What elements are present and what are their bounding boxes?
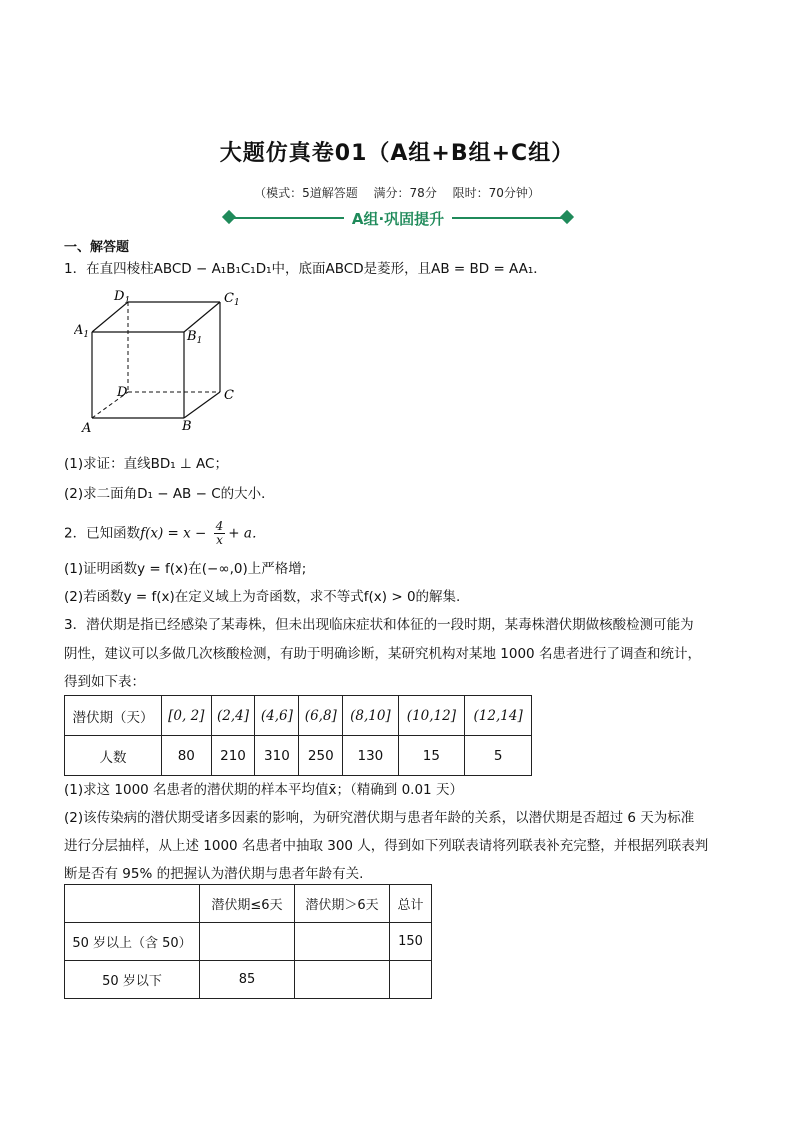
- count-cell: 15: [398, 736, 465, 776]
- table-header-cell: 潜伏期≤6天: [200, 885, 295, 923]
- label-C1: $C_1$: [224, 291, 240, 308]
- q1-part1: (1)求证：直线BD₁ ⊥ AC；: [64, 456, 228, 472]
- count-cell: 210: [211, 736, 255, 776]
- table-row-label: 50 岁以上（含 50）: [65, 923, 200, 961]
- interval-cell: (6,8]: [299, 696, 343, 736]
- label-D1: $D_1$: [114, 289, 131, 306]
- label-B1: $B_1$: [187, 329, 203, 346]
- label-A: A: [82, 421, 92, 436]
- contingency-table: [64, 884, 432, 999]
- count-cell: 80: [162, 736, 212, 776]
- table-cell: 85: [200, 961, 295, 999]
- q3-part1: (1)求这 1000 名患者的潜伏期的样本平均值x̄；（精确到 0.01 天）: [64, 782, 463, 798]
- q2-statement: [64, 520, 265, 547]
- count-cell: 250: [299, 736, 343, 776]
- q2-func-rhs: + a．: [228, 525, 266, 542]
- q2-part2: (2)若函数y = f(x)在定义域上为奇函数，求不等式f(x) > 0的解集.: [64, 589, 461, 605]
- q1-part2: (2)求二面角D₁ − AB − C的大小．: [64, 486, 275, 502]
- q2-part1: (1)证明函数y = f(x)在(−∞,0)上严格增;: [64, 561, 307, 577]
- incubation-frequency-table: [64, 695, 532, 776]
- q1-statement: 1．在直四棱柱ABCD − A₁B₁C₁D₁中，底面ABCD是菱形，且AB = BD = AA₁．: [64, 261, 547, 277]
- table-header-cell: 潜伏期＞6天: [295, 885, 390, 923]
- table-row: [65, 923, 432, 961]
- interval-cell: (12,14]: [465, 696, 532, 736]
- group-banner: [222, 208, 574, 228]
- table-cell: [295, 961, 390, 999]
- table-cell: 150: [390, 923, 432, 961]
- interval-cell: (8,10]: [343, 696, 398, 736]
- table-row-label: 人数: [65, 736, 162, 776]
- interval-cell: (2,4]: [211, 696, 255, 736]
- count-cell: 5: [465, 736, 532, 776]
- group-label: A组·巩固提升: [351, 210, 445, 228]
- table-cell: [390, 961, 432, 999]
- table-header-cell: 潜伏期（天）: [65, 696, 162, 736]
- q2-fraction: [214, 520, 226, 547]
- label-D: D: [117, 385, 128, 400]
- table-cell: [295, 923, 390, 961]
- label-C: C: [224, 388, 234, 403]
- q2-func-lhs: f(x) = x −: [140, 525, 207, 542]
- q3-line2: 阴性，建议可以多做几次核酸检测，有助于明确诊断，某研究机构对某地 1000 名患者进行了调查和统计，: [64, 646, 701, 662]
- q3-part2-line1: (2)该传染病的潜伏期受诸多因素的影响，为研究潜伏期与患者年龄的关系，以潜伏期是否超过 6 天为标准: [64, 810, 695, 826]
- q3-part2-line2: 进行分层抽样，从上述 1000 名患者中抽取 300 人，得到如下列联表请将列联表补充完整，并根据列联表判: [64, 838, 709, 854]
- table-header-cell: 总计: [390, 885, 432, 923]
- q2-frac-den: x: [216, 533, 223, 547]
- q3-part2-line3: 断是否有 95% 的把握认为潜伏期与患者年龄有关.: [64, 866, 364, 882]
- q2-frac-num: 4: [215, 519, 224, 533]
- banner-line-right: [452, 217, 562, 219]
- label-B: B: [182, 419, 192, 434]
- table-row: [65, 736, 532, 776]
- table-cell: [200, 923, 295, 961]
- label-A1: $A_1$: [74, 323, 90, 340]
- interval-cell: [0, 2]: [162, 696, 212, 736]
- table-row: [65, 885, 432, 923]
- page-title: 大题仿真卷01（A组+B组+C组）: [219, 141, 575, 166]
- interval-cell: (10,12]: [398, 696, 465, 736]
- q3-line3: 得到如下表：: [64, 674, 145, 690]
- q3-line1: 3．潜伏期是指已经感染了某毒株，但未出现临床症状和体征的一段时期，某毒株潜伏期做核酸检测可能为: [64, 617, 694, 633]
- q2-intro: 2．已知函数: [64, 525, 141, 542]
- table-row-label: 50 岁以下: [65, 961, 200, 999]
- count-cell: 310: [255, 736, 299, 776]
- exam-info-subtitle: （模式：5道解答题 满分：78分 限时：70分钟）: [254, 186, 540, 200]
- count-cell: 130: [343, 736, 398, 776]
- table-row: [65, 696, 532, 736]
- interval-cell: (4,6]: [255, 696, 299, 736]
- prism-figure: [74, 286, 254, 436]
- section-heading: 一、解答题: [64, 240, 130, 255]
- table-corner-cell: [65, 885, 200, 923]
- table-row: [65, 961, 432, 999]
